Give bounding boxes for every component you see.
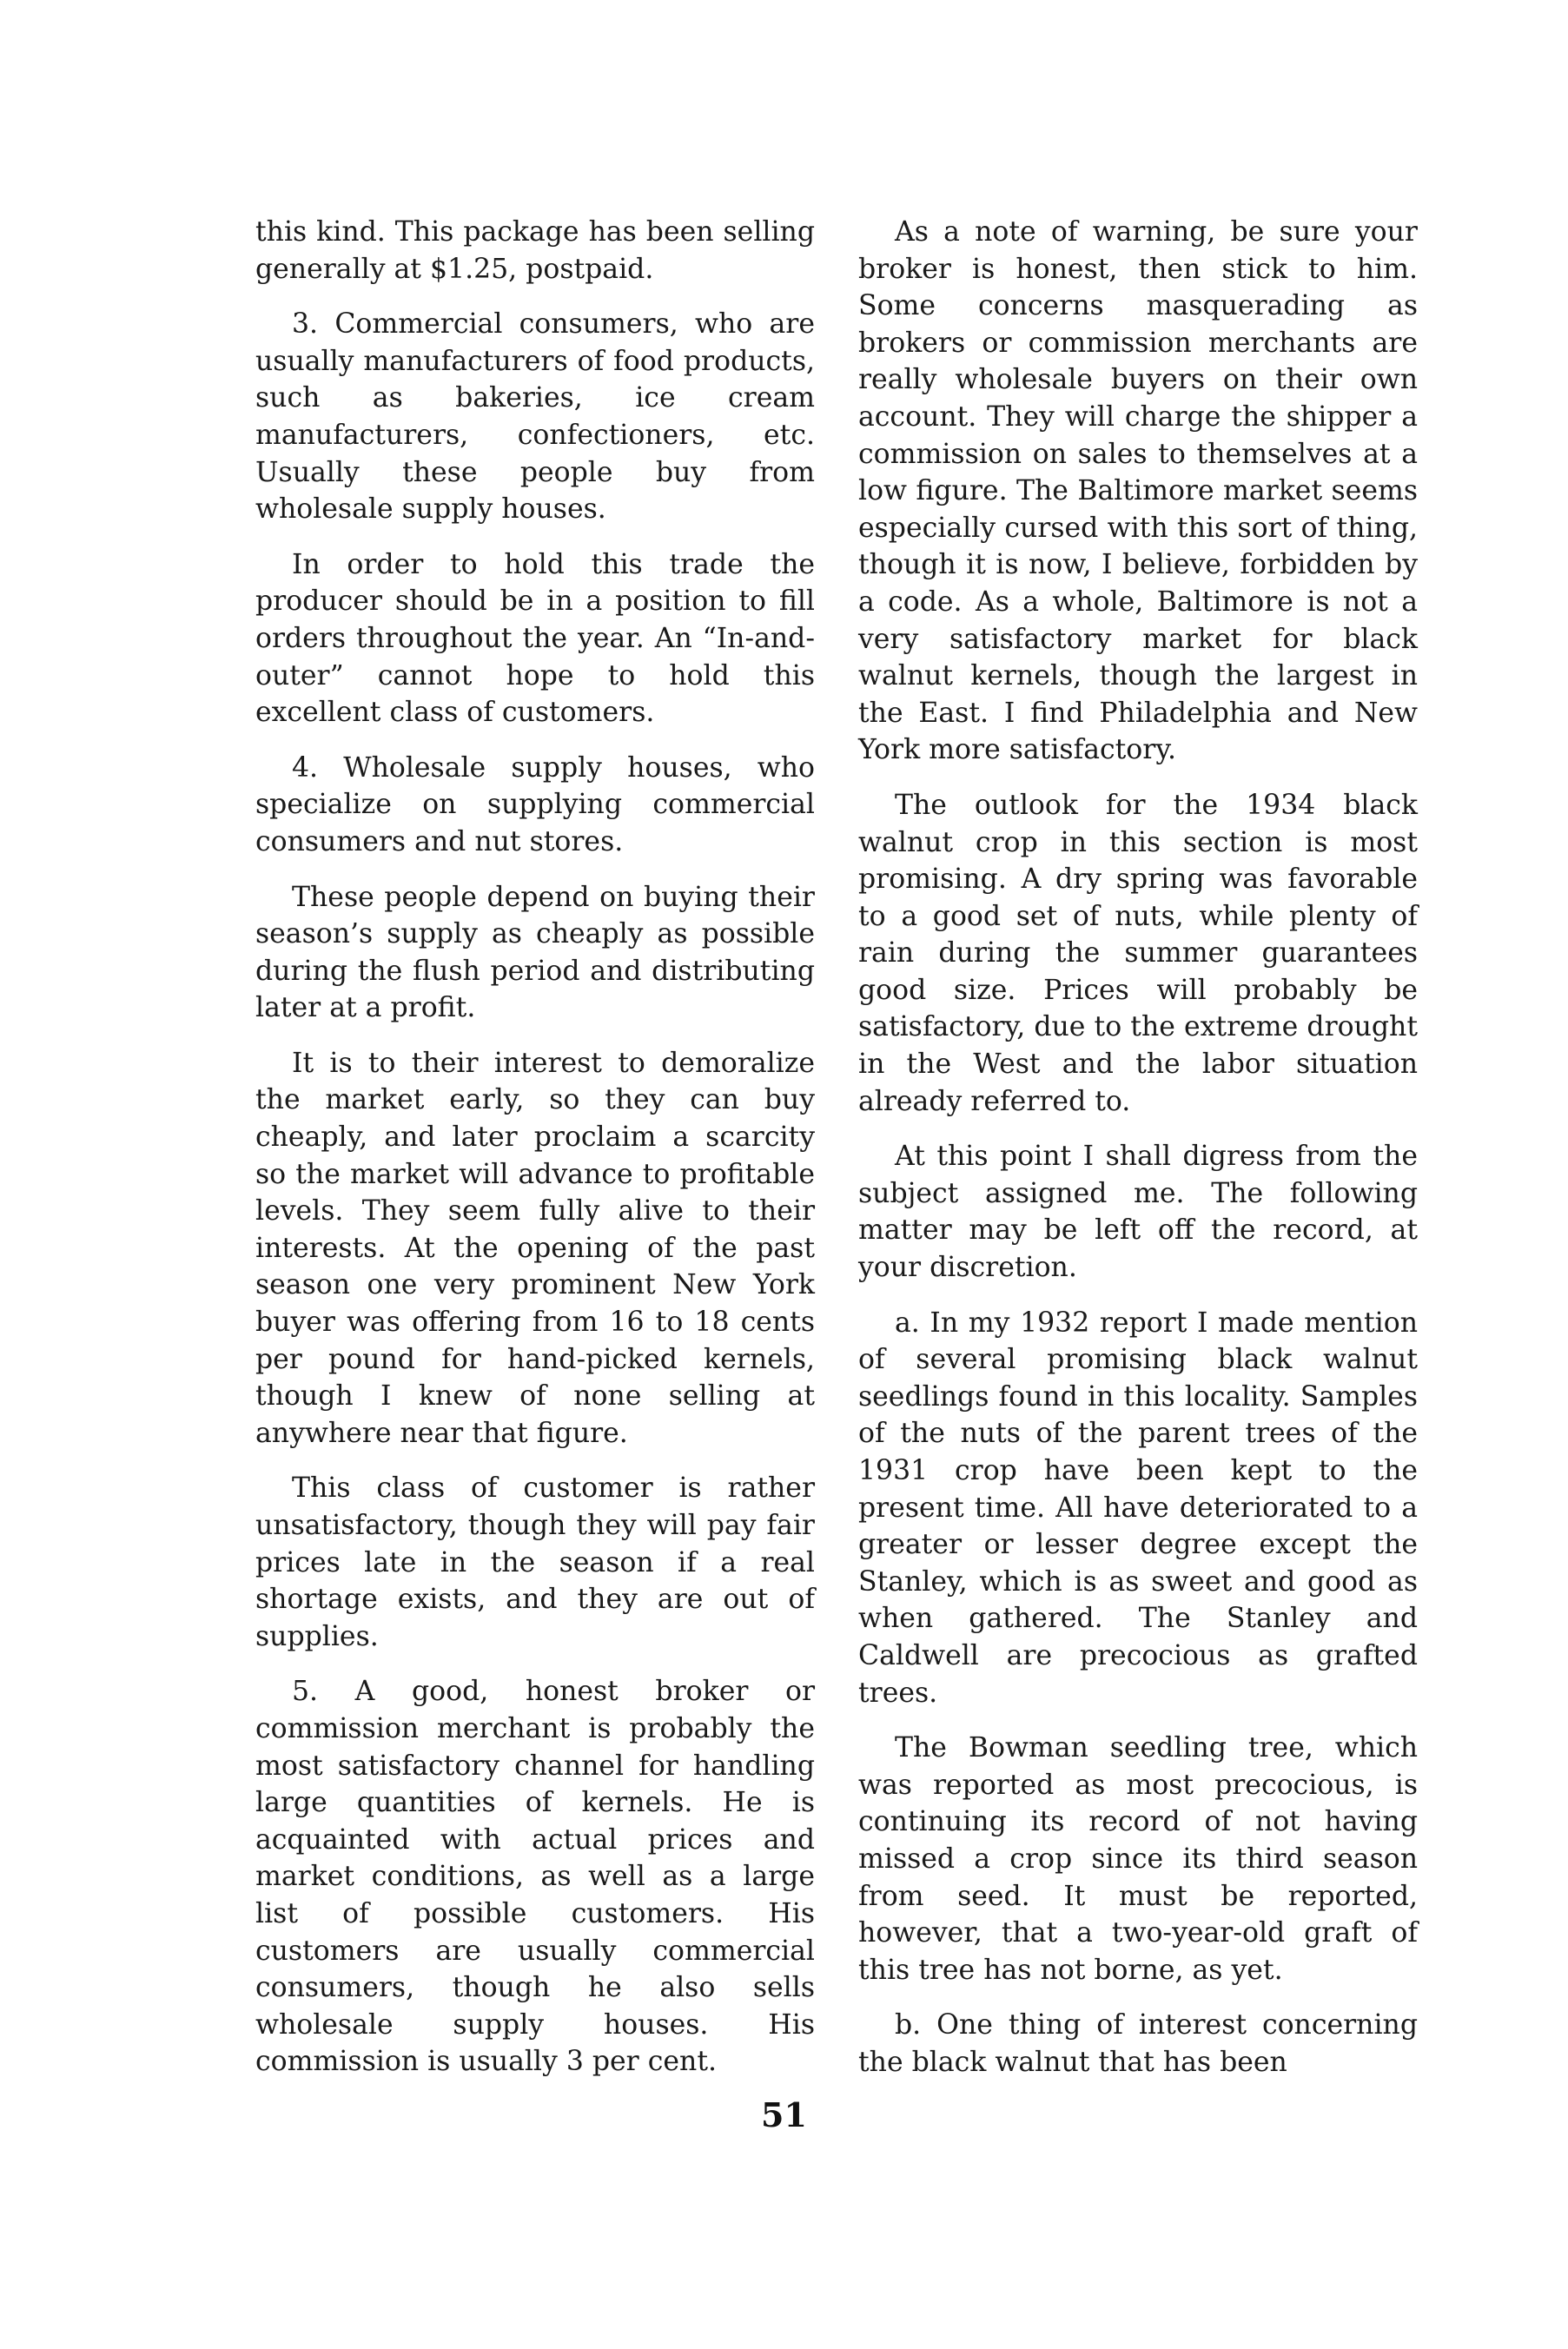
paragraph: As a note of warning, be sure your broker is honest, then stick to him. Some concerns masquerading as brokers or commission merchants are really wholesale buyers on their own account. They will charge the shipper a commission on sales to themselves at a low figure. The Baltimore market seems especially cursed with this sort of thing, though it is now, I believe, forbidden by a code. As a whole, Baltimore is not a very satisfactory market for black walnut kernels, though the largest in the East. I find Philadelphia and New York more satisfactory. xyxy=(858,216,1418,766)
paragraph: 3. Commercial consumers, who are usually manufacturers of food products, such as bakeries, ice cream manufacturers, confectioners, etc. Usually these people buy from wholesale supply houses. xyxy=(255,308,815,526)
page-number: 51 xyxy=(761,2095,807,2134)
left-column xyxy=(255,214,815,2099)
right-column xyxy=(858,214,1418,2100)
paragraph: The outlook for the 1934 black walnut crop in this section is most promising. A dry spring was favorable to a good set of nuts, while plenty of rain during the summer guarantees good size. Prices will probably be satisfactory, due to the extreme drought in the West and the labor situation already referred to. xyxy=(858,789,1418,1117)
paragraph: At this point I shall digress from the subject assigned me. The following matter may be left off the record, at your discretion. xyxy=(858,1141,1418,1284)
paragraph: In order to hold this trade the producer should be in a position to fill orders throughout the year. An “In-and-outer” cannot hope to hold this excellent class of customers. xyxy=(255,548,815,729)
paragraph: b. One thing of interest concerning the black walnut that has been xyxy=(858,2009,1418,2078)
paragraph: It is to their interest to demoralize the market early, so they can buy cheaply, and later proclaim a scarcity so the market will advance to profitable levels. They seem fully alive to their interests. At the opening of the past season one very prominent New York buyer was offering from 16 to 18 cents per pound for hand-picked kernels, though I knew of none selling at anywhere near that figure. xyxy=(255,1047,815,1449)
paragraph: 5. A good, honest broker or commission merchant is probably the most satisfactory channel for handling large quantities of kernels. He is acquainted with actual prices and market conditions, as well as a large list of possible customers. His customers are usually commercial consumers, though he also sells wholesale supply houses. His commission is usually 3 per cent. xyxy=(255,1676,815,2078)
paragraph: This class of customer is rather unsatisfactory, though they will pay fair prices late in the season if a real shortage exists, and they are out of supplies. xyxy=(255,1472,815,1652)
paragraph: 4. Wholesale supply houses, who specialize on supplying commercial consumers and nut stores. xyxy=(255,751,815,857)
paragraph: The Bowman seedling tree, which was reported as most precocious, is continuing its record of not having missed a crop since its third season from seed. It must be reported, however, that a two-year-old graft of this tree has not borne, as yet. xyxy=(858,1732,1418,1986)
paragraph: this kind. This package has been selling generally at $1.25, postpaid. xyxy=(255,216,815,285)
paragraph: a. In my 1932 report I made mention of several promising black walnut seedlings found in this locality. Samples of the nuts of the parent trees of the 1931 crop have been kept to the present time. All have deteriorated to a greater or lesser degree except the Stanley, which is as sweet and good as when gathered. The Stanley and Caldwell are precocious as grafted trees. xyxy=(858,1307,1418,1709)
paragraph: These people depend on buying their season’s supply as cheaply as possible during the flush period and distributing later at a profit. xyxy=(255,881,815,1024)
